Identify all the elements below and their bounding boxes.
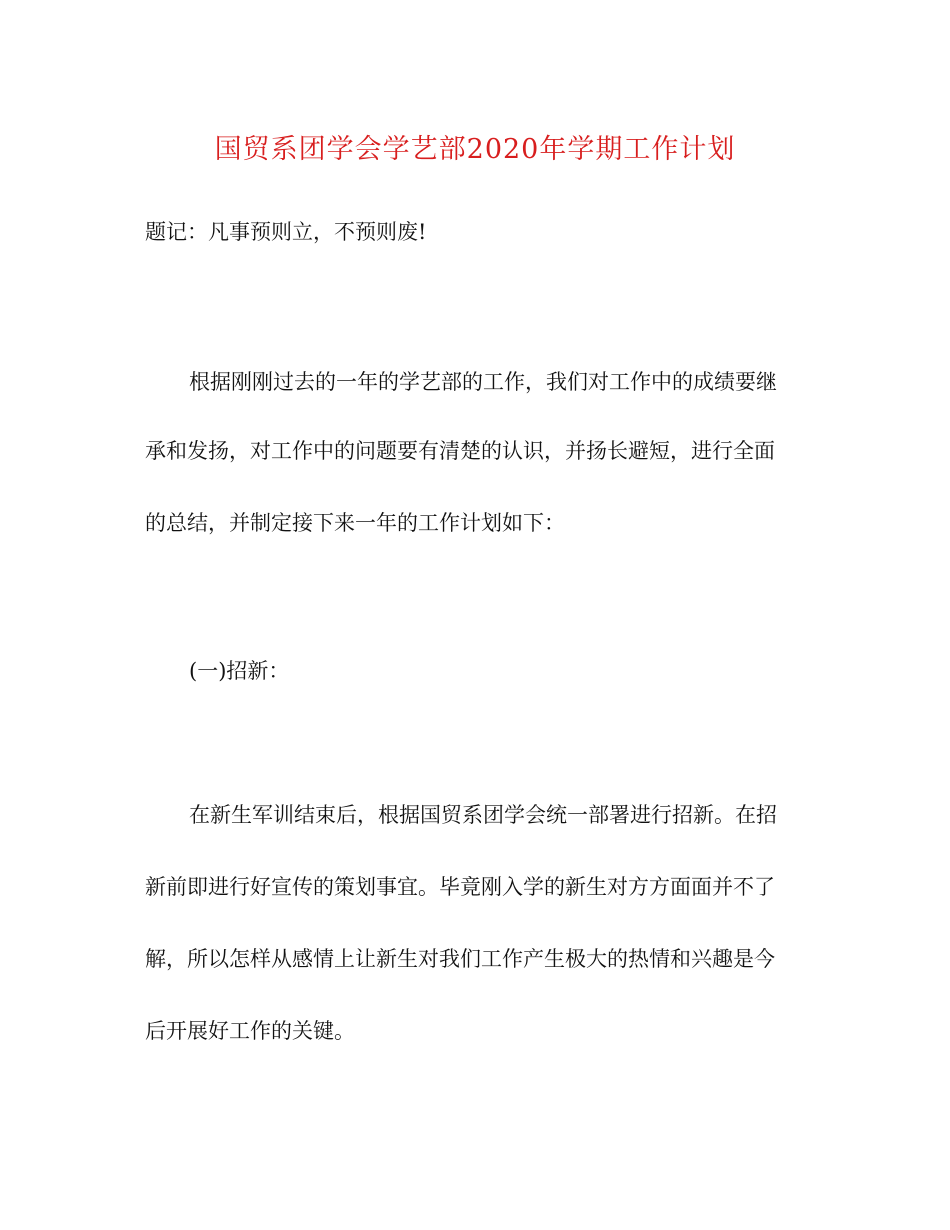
epigraph: 题记：凡事预则立，不预则废! [145,220,427,244]
document-title: 国贸系团学会学艺部2020年学期工作计划 [214,134,736,165]
section-line-2: 新前即进行好宣传的策划事宜。毕竟刚入学的新生对方方面面并不了 [145,875,775,899]
intro-line-1: 根据刚刚过去的一年的学艺部的工作，我们对工作中的成绩要继 [189,370,777,394]
section-heading-recruitment: (一)招新： [189,659,290,683]
section-line-3: 解，所以怎样从感情上让新生对我们工作产生极大的热情和兴趣是今 [145,947,775,971]
intro-line-3: 的总结，并制定接下来一年的工作计划如下： [145,511,565,535]
section-line-1: 在新生军训结束后，根据国贸系团学会统一部署进行招新。在招 [189,803,777,827]
section-line-4: 后开展好工作的关键。 [145,1019,355,1043]
intro-line-2: 承和发扬，对工作中的问题要有清楚的认识，并扬长避短，进行全面 [145,439,775,463]
